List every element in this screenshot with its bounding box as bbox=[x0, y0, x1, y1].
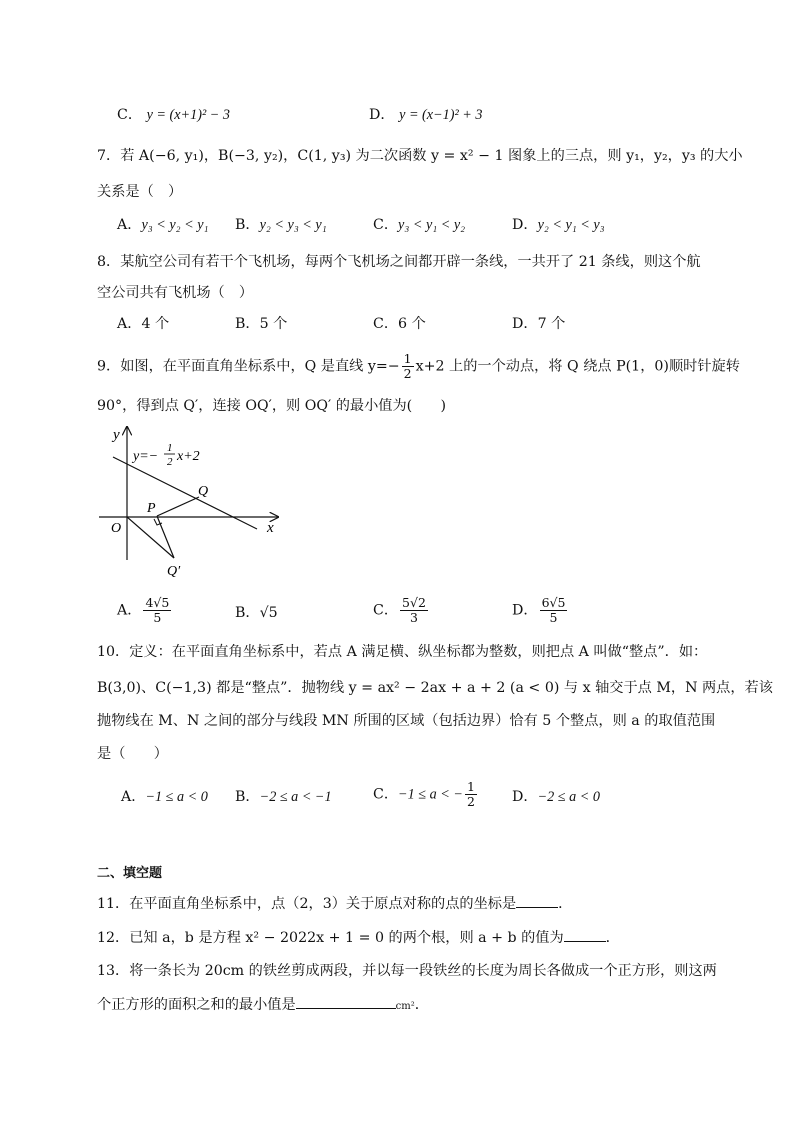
option-text: √5 bbox=[259, 605, 278, 621]
q10-stem-line1: 10．定义：在平面直角坐标系中，若点 A 满足横、纵坐标都为整数，则把点 A 叫做“整点”．如： bbox=[97, 644, 708, 660]
equation-label-num: 1 bbox=[167, 442, 173, 454]
fraction bbox=[400, 596, 428, 625]
equation-label-suffix: x+2 bbox=[177, 449, 200, 464]
q9-option-a[interactable] bbox=[117, 596, 173, 625]
option-text: 4 个 bbox=[141, 316, 170, 332]
q9-figure bbox=[95, 422, 295, 582]
option-expression: y = (x+1)² − 3 bbox=[146, 107, 230, 123]
q10-stem-line4: 是（ ） bbox=[97, 746, 168, 762]
q7-option-d[interactable] bbox=[512, 214, 605, 236]
option-label: A． bbox=[117, 602, 142, 619]
q9-option-d[interactable] bbox=[512, 596, 569, 625]
q10-stem-line3: 抛物线在 M、N 之间的部分与线段 MN 所围的区域（包括边界）恰有 5 个整点，则 a 的取值范围 bbox=[97, 713, 716, 729]
option-label: B． bbox=[235, 217, 260, 233]
equation-label-prefix: y=− bbox=[133, 449, 159, 464]
fraction-numerator: 1 bbox=[466, 779, 475, 794]
option-label: A． bbox=[121, 789, 146, 805]
q13-stem-line1: 13．将一条长为 20cm 的铁丝剪成两段，并以每一段铁丝的长度为周长各做成一个正方形，则这两 bbox=[97, 963, 717, 979]
unit-label: cm² bbox=[395, 1001, 415, 1012]
stem-text: x+2 上的一个动点，将 Q 绕点 P(1，0)顺时针旋转 bbox=[415, 358, 740, 375]
option-text: −2 ≤ a < −1 bbox=[259, 789, 332, 805]
option-label: D． bbox=[512, 789, 538, 805]
fraction-denominator: 2 bbox=[466, 794, 475, 809]
option-label: C． bbox=[373, 316, 399, 332]
point-q-label: Q bbox=[198, 484, 209, 499]
segment-pq-prime bbox=[157, 516, 174, 558]
option-label: A． bbox=[117, 316, 142, 332]
option-text: −1 ≤ a < 0 bbox=[145, 789, 208, 805]
segment-pq bbox=[157, 497, 199, 516]
q7-option-c[interactable] bbox=[373, 214, 465, 236]
y-axis-label: y bbox=[113, 427, 120, 443]
q7-stem-line1: 7．若 A(−6, y₁)，B(−3, y₂)，C(1, y₃) 为二次函数 y = x² − 1 图象上的三点，则 y₁，y₂，y₃ 的大小 bbox=[97, 148, 743, 164]
question-end: ． bbox=[605, 930, 620, 946]
point-q-prime-label: Q′ bbox=[167, 564, 181, 579]
option-text: 5 个 bbox=[259, 316, 288, 332]
option-label: D． bbox=[512, 602, 538, 619]
option-text: 6 个 bbox=[398, 316, 426, 332]
option-label: A． bbox=[117, 217, 142, 233]
fraction-numerator: 4√5 bbox=[145, 595, 170, 610]
q10-option-d[interactable] bbox=[512, 786, 600, 808]
question-text: 12．已知 a，b 是方程 x² − 2022x + 1 = 0 的两个根，则 a + b 的值为 bbox=[97, 930, 564, 946]
question-text: 个正方形的面积之和的最小值是 bbox=[97, 997, 296, 1013]
option-label: D． bbox=[512, 316, 538, 332]
q6-option-d[interactable] bbox=[369, 104, 483, 126]
question-end: ． bbox=[414, 997, 429, 1013]
option-label: B． bbox=[235, 605, 260, 621]
answer-blank[interactable] bbox=[296, 994, 396, 1009]
stem-text: 9．如图，在平面直角坐标系中，Q 是直线 y=− bbox=[97, 358, 400, 375]
equation-label-den: 2 bbox=[167, 456, 173, 468]
option-text: y₃ < y₂ < y₁ bbox=[141, 217, 209, 233]
line-graph bbox=[113, 457, 257, 529]
option-label: D． bbox=[369, 107, 395, 123]
option-label: C． bbox=[117, 107, 143, 123]
option-text: y₂ < y₁ < y₃ bbox=[537, 217, 605, 233]
q8-stem-line1: 8．某航空公司有若干个飞机场，每两个飞机场之间都开辟一条线，一共开了 21 条线，则这个航 bbox=[97, 254, 701, 270]
q10-option-a[interactable] bbox=[121, 786, 208, 808]
q7-option-a[interactable] bbox=[117, 214, 208, 236]
fraction bbox=[540, 596, 568, 625]
q9-stem-line2: 90°，得到点 Q′，连接 OQ′，则 OQ′ 的最小值为( ) bbox=[97, 398, 447, 414]
q8-stem-line2: 空公司共有飞机场（ ） bbox=[97, 285, 254, 301]
option-text: y₂ < y₃ < y₁ bbox=[259, 217, 327, 233]
x-axis-label: x bbox=[267, 520, 274, 536]
question-end: ． bbox=[558, 896, 573, 912]
fraction bbox=[465, 780, 477, 809]
fraction bbox=[143, 596, 171, 625]
q12-line bbox=[97, 927, 620, 948]
fraction bbox=[402, 352, 414, 381]
q10-option-c[interactable] bbox=[373, 780, 479, 809]
option-text: y₃ < y₁ < y₂ bbox=[398, 217, 466, 233]
q8-option-a[interactable] bbox=[117, 313, 169, 335]
q10-option-b[interactable] bbox=[235, 786, 332, 808]
fraction-denominator: 5 bbox=[153, 610, 162, 625]
q9-stem-line1 bbox=[97, 352, 740, 381]
option-text: −2 ≤ a < 0 bbox=[537, 789, 600, 805]
option-label: C． bbox=[373, 217, 399, 233]
option-label: B． bbox=[235, 789, 260, 805]
option-label: D． bbox=[512, 217, 538, 233]
q8-option-b[interactable] bbox=[235, 313, 287, 335]
q7-option-b[interactable] bbox=[235, 214, 327, 236]
section-title: 二、填空题 bbox=[97, 866, 163, 881]
q8-option-c[interactable] bbox=[373, 313, 426, 335]
segment-oq-prime bbox=[127, 517, 174, 558]
q11-line bbox=[97, 893, 572, 914]
fraction-denominator: 3 bbox=[410, 610, 418, 625]
fraction-numerator: 1 bbox=[403, 351, 412, 366]
q9-option-c[interactable] bbox=[373, 596, 430, 625]
option-label: C． bbox=[373, 786, 399, 803]
option-label: C． bbox=[373, 602, 399, 619]
option-label: B． bbox=[235, 316, 260, 332]
option-text: 7 个 bbox=[537, 316, 566, 332]
fraction-denominator: 2 bbox=[403, 366, 412, 381]
q10-stem-line2: B(3,0)、C(−1,3) 都是“整点”．抛物线 y = ax² − 2ax + a + 2 (a < 0) 与 x 轴交于点 M，N 两点，若该 bbox=[97, 680, 773, 696]
question-text: 11．在平面直角坐标系中，点（2，3）关于原点对称的点的坐标是 bbox=[97, 896, 517, 912]
q6-option-c[interactable] bbox=[117, 104, 230, 126]
answer-blank[interactable] bbox=[516, 893, 558, 908]
q7-stem-line2: 关系是（ ） bbox=[97, 184, 183, 200]
q13-stem-line2 bbox=[97, 994, 429, 1017]
origin-label: O bbox=[111, 521, 122, 536]
option-expression: y = (x−1)² + 3 bbox=[399, 107, 483, 123]
fraction-numerator: 6√5 bbox=[541, 595, 566, 610]
answer-blank[interactable] bbox=[564, 927, 606, 942]
q9-option-b[interactable] bbox=[235, 602, 278, 624]
point-p-label: P bbox=[147, 501, 156, 516]
option-text: −1 ≤ a < − bbox=[398, 786, 463, 803]
fraction-numerator: 5√2 bbox=[402, 595, 426, 610]
q8-option-d[interactable] bbox=[512, 313, 565, 335]
fraction-denominator: 5 bbox=[549, 610, 558, 625]
